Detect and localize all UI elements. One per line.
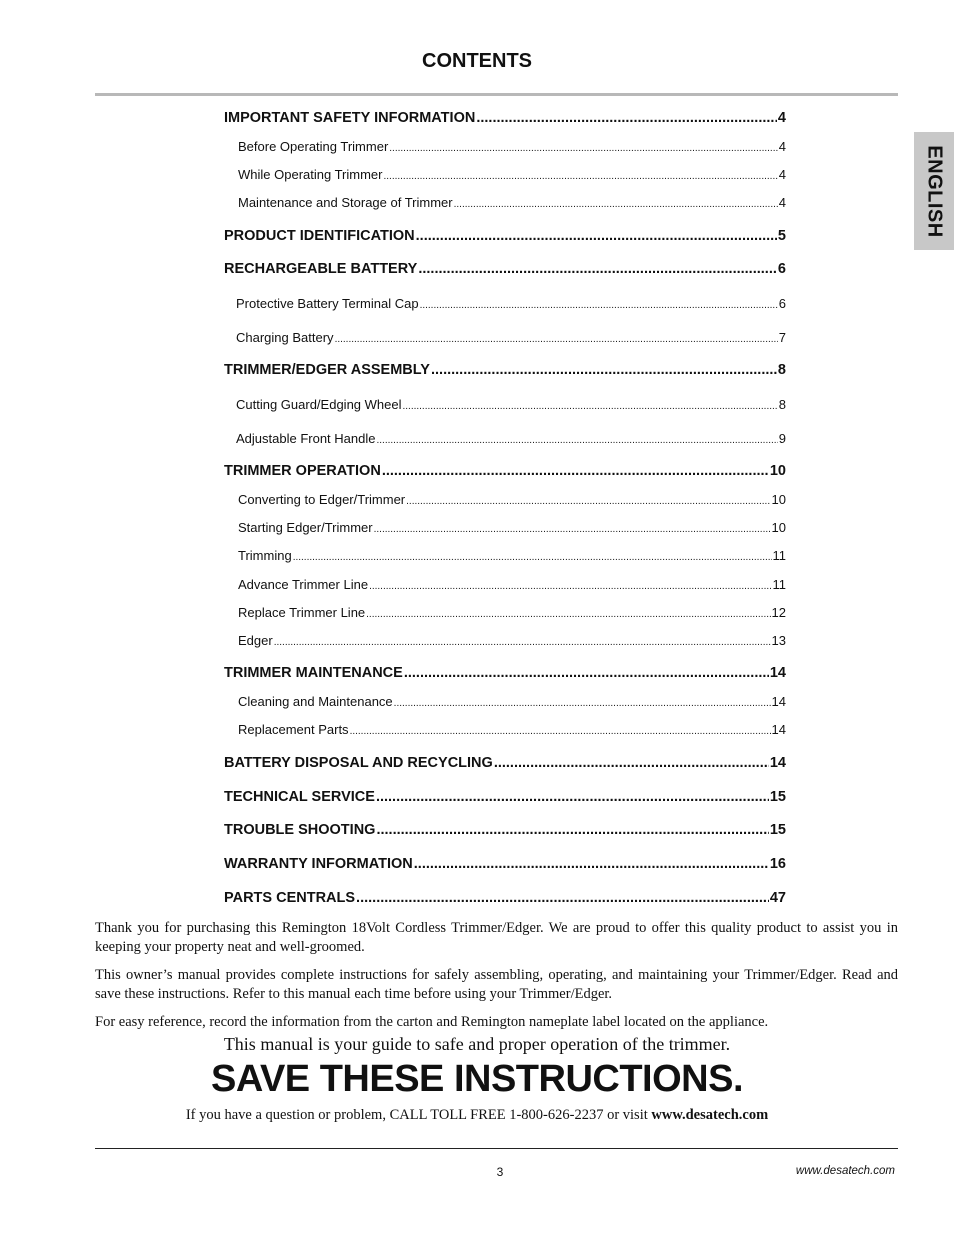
contents-heading: CONTENTS <box>422 50 532 72</box>
toc-entry-label: BATTERY DISPOSAL AND RECYCLING <box>224 755 493 771</box>
toc-entry-page: 10 <box>771 492 786 507</box>
toc-leader <box>274 637 771 648</box>
toc-leader <box>389 143 777 154</box>
toc-leader <box>350 726 771 737</box>
toc-entry[interactable] <box>224 362 786 378</box>
toc-entry-page: 4 <box>778 167 786 182</box>
toc-leader <box>394 698 771 709</box>
toc-entry-page: 7 <box>778 330 786 345</box>
toc-entry[interactable] <box>224 822 786 838</box>
toc-leader <box>376 789 769 805</box>
toc-leader <box>356 890 769 906</box>
toc-entry-page: 4 <box>778 139 786 154</box>
toc-leader <box>431 362 777 378</box>
toc-entry-label: Before Operating Trimmer <box>238 139 389 154</box>
toc-entry[interactable] <box>224 755 786 771</box>
toc-entry-page: 14 <box>771 722 786 737</box>
toc-leader <box>420 300 778 311</box>
toc-leader <box>476 110 777 126</box>
toc-entry[interactable] <box>238 195 786 210</box>
language-tab-label: ENGLISH <box>923 144 946 238</box>
toc-entry-page: 10 <box>771 520 786 535</box>
intro-paragraph: Thank you for purchasing this Remington 18Volt Cordless Trimmer/Edger. We are proud to offer this quality product to assist you in keeping your property neat and well-groomed. <box>95 920 898 955</box>
toc-entry-page: 13 <box>771 633 786 648</box>
toc-entry-page: 12 <box>771 605 786 620</box>
footer-url-link[interactable]: www.desatech.com <box>795 1165 895 1177</box>
toc-leader <box>293 552 772 563</box>
toc-entry-label: Cleaning and Maintenance <box>238 694 393 709</box>
toc-entry-page: 16 <box>769 856 786 872</box>
toc-entry-label: Starting Edger/Trimmer <box>238 520 373 535</box>
toc-leader <box>418 261 777 277</box>
toc-entry-label: Edger <box>238 633 273 648</box>
toc-entry[interactable] <box>238 722 786 737</box>
toc-entry-page: 4 <box>778 195 786 210</box>
manual-paragraph: This owner’s manual provides complete instructions for safely assembling, operating, and maintaining your Trimmer/Edger. Read and save these instructions. Refer to this manual each time before using your Trimmer/Edger. <box>95 967 898 1002</box>
toc-leader <box>494 755 769 771</box>
toc-entry[interactable] <box>238 694 786 709</box>
toc-entry-label: TECHNICAL SERVICE <box>224 789 375 805</box>
toc-entry[interactable] <box>238 548 786 563</box>
toc-entry-page: 11 <box>772 548 786 563</box>
toc-entry-page: 5 <box>777 228 786 244</box>
toc-entry-label: IMPORTANT SAFETY INFORMATION <box>224 110 476 126</box>
toc-entry-label: While Operating Trimmer <box>238 167 383 182</box>
toc-leader <box>382 463 769 479</box>
toc-entry[interactable] <box>224 463 786 479</box>
toc-entry-page: 6 <box>777 261 786 277</box>
toc-leader <box>366 609 770 620</box>
toc-entry[interactable] <box>224 228 786 244</box>
toc-entry-page: 8 <box>777 362 786 378</box>
toc-entry[interactable] <box>238 492 786 507</box>
toc-entry[interactable] <box>224 856 786 872</box>
contact-text: If you have a question or problem, CALL TOLL FREE 1-800-626-2237 or visit <box>185 1107 648 1123</box>
toc-leader <box>374 524 771 535</box>
toc-entry-label: WARRANTY INFORMATION <box>224 856 413 872</box>
toc-entry-page: 8 <box>778 397 786 412</box>
toc-entry-page: 9 <box>778 431 786 446</box>
toc-entry-page: 4 <box>777 110 786 126</box>
toc-entry[interactable] <box>236 296 786 311</box>
toc-entry-label: TRIMMER/EDGER ASSEMBLY <box>224 362 430 378</box>
toc-entry-page: 14 <box>771 694 786 709</box>
toc-entry[interactable] <box>224 261 786 277</box>
toc-entry-label: Protective Battery Terminal Cap <box>236 296 419 311</box>
toc-entry-page: 14 <box>769 755 786 771</box>
toc-entry[interactable] <box>224 665 786 681</box>
toc-entry-page: 6 <box>778 296 786 311</box>
toc-leader <box>416 228 777 244</box>
toc-leader <box>402 401 777 412</box>
toc-entry[interactable] <box>224 110 786 126</box>
contact-line <box>0 1107 954 1124</box>
toc-leader <box>383 171 777 182</box>
toc-entry-label: TRIMMER OPERATION <box>224 463 381 479</box>
toc-entry-page: 14 <box>769 665 786 681</box>
toc-entry-label: Trimming <box>238 548 292 563</box>
toc-entry-page: 10 <box>769 463 786 479</box>
toc-entry-label: Charging Battery <box>236 330 334 345</box>
reference-paragraph: For easy reference, record the information from the carton and Remington nameplate label located on the appliance. <box>95 1014 769 1030</box>
guide-line: This manual is your guide to safe and proper operation of the trimmer. <box>223 1034 731 1054</box>
toc-entry-label: Adjustable Front Handle <box>236 431 376 446</box>
page-number: 3 <box>496 1165 504 1179</box>
toc-entry[interactable] <box>238 577 786 592</box>
toc-entry[interactable] <box>238 139 786 154</box>
toc-entry-label: TRIMMER MAINTENANCE <box>224 665 403 681</box>
toc-entry-label: Replace Trimmer Line <box>238 605 366 620</box>
toc-entry-page: 11 <box>772 577 786 592</box>
toc-leader <box>376 435 777 446</box>
toc-entry[interactable] <box>236 330 786 345</box>
toc-entry-label: Advance Trimmer Line <box>238 577 369 592</box>
toc-entry[interactable] <box>224 789 786 805</box>
toc-entry[interactable] <box>224 890 786 906</box>
toc-leader <box>406 496 770 507</box>
toc-entry[interactable] <box>238 605 786 620</box>
toc-leader <box>376 822 768 838</box>
bottom-divider <box>95 1148 898 1149</box>
toc-entry-label: RECHARGEABLE BATTERY <box>224 261 418 277</box>
contact-url-link[interactable]: www.desatech.com <box>651 1107 769 1123</box>
toc-entry-label: PARTS CENTRALS <box>224 890 356 906</box>
toc-leader <box>414 856 769 872</box>
toc-entry[interactable] <box>236 397 786 412</box>
toc-entry[interactable] <box>238 633 786 648</box>
toc-leader <box>335 334 778 345</box>
toc-entry[interactable] <box>238 520 786 535</box>
toc-entry-label: Replacement Parts <box>238 722 349 737</box>
toc-entry[interactable] <box>238 167 786 182</box>
save-instructions-title: SAVE THESE INSTRUCTIONS. <box>210 1058 744 1100</box>
toc-leader <box>369 581 771 592</box>
toc-entry-label: Converting to Edger/Trimmer <box>238 492 406 507</box>
toc-entry-label: TROUBLE SHOOTING <box>224 822 376 838</box>
toc-entry-label: Cutting Guard/Edging Wheel <box>236 397 402 412</box>
toc-entry[interactable] <box>236 431 786 446</box>
toc-entry-label: PRODUCT IDENTIFICATION <box>224 228 415 244</box>
toc-entry-label: Maintenance and Storage of Trimmer <box>238 195 453 210</box>
toc-entry-page: 15 <box>769 789 786 805</box>
toc-leader <box>404 665 769 681</box>
toc-entry-page: 47 <box>769 890 786 906</box>
toc-leader <box>454 199 778 210</box>
toc-entry-page: 15 <box>769 822 786 838</box>
